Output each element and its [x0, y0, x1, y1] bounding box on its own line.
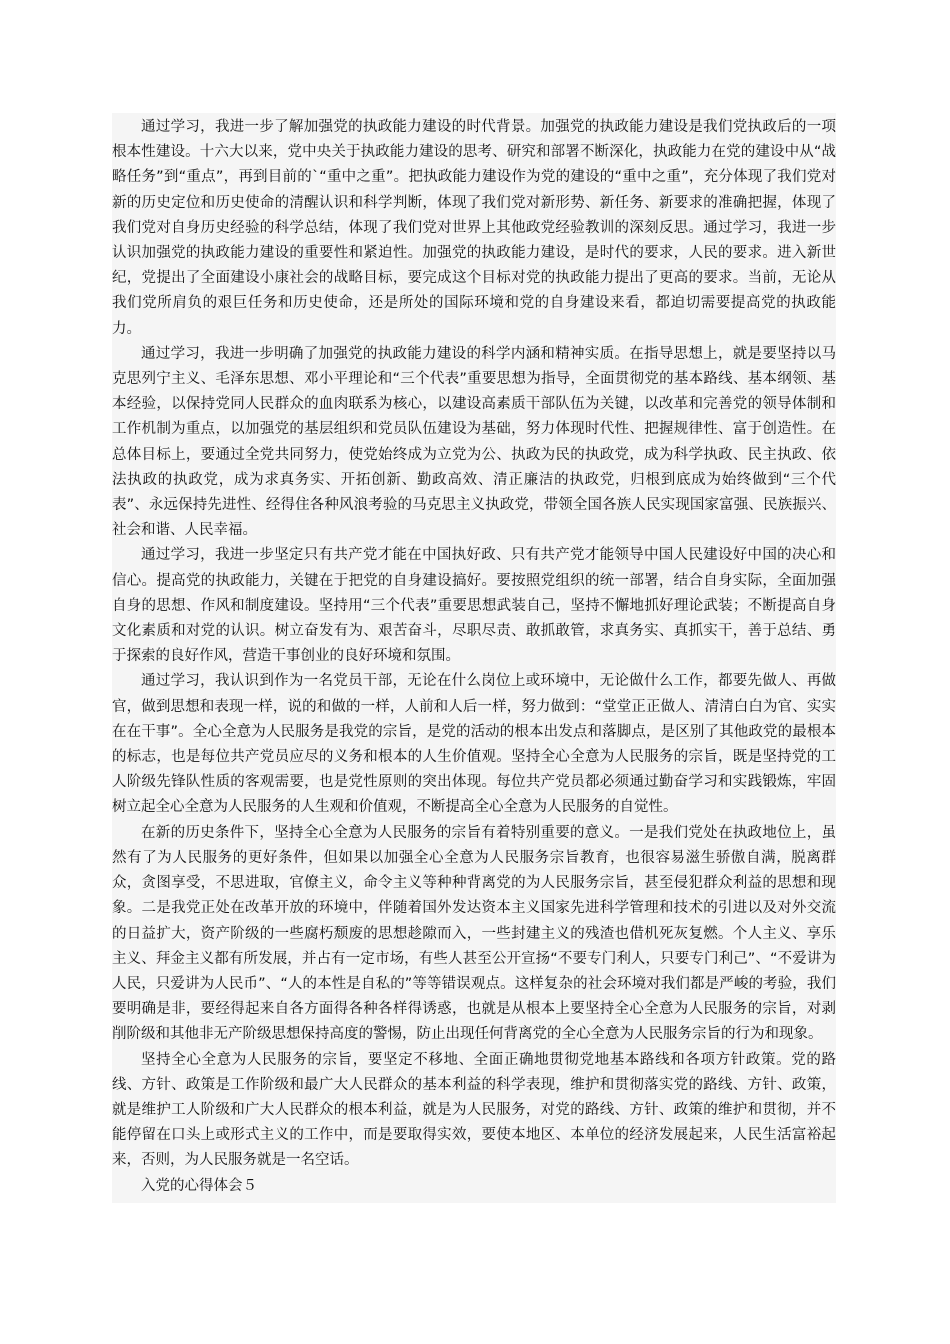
- paragraph-5: 在新的历史条件下，坚持全心全意为人民服务的宗旨有着特别重要的意义。一是我们党处在执政地位上，虽然有了为人民服务的更好条件，但如果以加强全心全意为人民服务宗旨教育，也很容易滋生骄傲自满，脱离群众，贪图享受，不思进取，官僚主义，命令主义等种种背离党的为人民服务宗旨，甚至侵犯群众利益的思想和现象。二是我党正处在改革开放的环境中，伴随着国外发达资本主义国家先进科学管理和技术的引进以及对外交流的日益扩大，资产阶级的一些腐朽颓废的思想趁隙而入，一些封建主义的残渣也借机死灰复燃。个人主义、享乐主义、拜金主义都有所发展，并占有一定市场，有些人甚至公开宣扬“不要专门利人，只要专门利己”、“不爱讲为人民，只爱讲为人民币”、“人的本性是自私的”等等错误观点。这样复杂的社会环境对我们都是严峻的考验，我们要明确是非，要经得起来自各方面得各种各样得诱惑，也就是从根本上要坚持全心全意为人民服务的宗旨，对剥削阶级和其他非无产阶级思想保持高度的警惕，防止出现任何背离党的全心全意为人民服务宗旨的行为和现象。: [112, 824, 836, 1043]
- paragraph-4: 通过学习，我认识到作为一名党员干部，无论在什么岗位上或环境中，无论做什么工作，都要先做人、再做官，做到思想和表现一样，说的和做的一样，人前和人后一样，努力做到：“堂堂正正做人、清清白白为官、实实在在干事”。全心全意为人民服务是我党的宗旨，是党的活动的根本出发点和落脚点，是区别了其他政党的最根本的标志，也是每位共产党员应尽的义务和根本的人生价值观。坚持全心全意为人民服务的宗旨，既是坚持党的工人阶级先锋队性质的客观需要，也是党性原则的突出体现。每位共产党员都必须通过勤奋学习和实践锻炼，牢固树立起全心全意为人民服务的人生观和价值观，不断提高全心全意为人民服务的自觉性。: [112, 673, 836, 816]
- section-heading: 入党的心得体会５: [141, 1177, 257, 1194]
- document-body: [112, 113, 836, 1203]
- paragraph-1: 通过学习，我进一步了解加强党的执政能力建设的时代背景。加强党的执政能力建设是我们党执政后的一项根本性建设。十六大以来，党中央关于执政能力建设的思考、研究和部署不断深化，执政能力在党的建设中从“战略任务”到“重点”，再到目前的`“重中之重”。把执政能力建设作为党的建设的“重中之重”，充分体现了我们党对新的历史定位和历史使命的清醒认识和科学判断，体现了我们党对新形势、新任务、新要求的准确把握，体现了我们党对自身历史经验的科学总结，体现了我们党对世界上其他政党经验教训的深刻反思。通过学习，我进一步认识加强党的执政能力建设的重要性和紧迫性。加强党的执政能力建设，是时代的要求，人民的要求。进入新世纪，党提出了全面建设小康社会的战略目标，要完成这个目标对党的执政能力提出了更高的要求。当前，无论从我们党所肩负的艰巨任务和历史使命，还是所处的国际环境和党的自身建设来看，都迫切需要提高党的执政能力。: [112, 119, 836, 337]
- paragraph-6: 坚持全心全意为人民服务的宗旨，要坚定不移地、全面正确地贯彻党地基本路线和各项方针政策。党的路线、方针、政策是工作阶级和最广大人民群众的基本利益的科学表现，维护和贯彻落实党的路线、方针、政策，就是维护工人阶级和广大人民群众的根本利益，就是为人民服务，对党的路线、方针、政策的维护和贯彻，并不能停留在口头上或形式主义的工作中，而是要取得实效，要使本地区、本单位的经济发展起来，人民生活富裕起来，否则，为人民服务就是一名空话。: [112, 1051, 836, 1169]
- paragraph-3: 通过学习，我进一步坚定只有共产党才能在中国执好政、只有共产党才能领导中国人民建设好中国的决心和信心。提高党的执政能力，关键在于把党的自身建设搞好。要按照党组织的统一部署，结合自身实际，全面加强自身的思想、作风和制度建设。坚持用“三个代表”重要思想武装自己，坚持不懈地抓好理论武装；不断提高自身文化素质和对党的认识。树立奋发有为、艰苦奋斗，尽职尽责、敢抓敢管，求真务实、真抓实干，善于总结、勇于探索的良好作风，营造干事创业的良好环境和氛围。: [112, 547, 836, 665]
- paragraph-2: 通过学习，我进一步明确了加强党的执政能力建设的科学内涵和精神实质。在指导思想上，就是要坚持以马克思列宁主义、毛泽东思想、邓小平理论和“三个代表”重要思想为指导，全面贯彻党的基本路线、基本纲领、基本经验，以保持党同人民群众的血肉联系为核心，以建设高素质干部队伍为关键，以改革和完善党的领导体制和工作机制为重点，以加强党的基层组织和党员队伍建设为基础，努力体现时代性、把握规律性、富于创造性。在总体目标上，要通过全党共同努力，使党始终成为立党为公、执政为民的执政党，成为科学执政、民主执政、依法执政的执政党，成为求真务实、开拓创新、勤政高效、清正廉洁的执政党，归根到底成为始终做到“三个代表”、永远保持先进性、经得住各种风浪考验的马克思主义执政党，带领全国各族人民实现国家富强、民族振兴、社会和谐、人民幸福。: [112, 345, 836, 539]
